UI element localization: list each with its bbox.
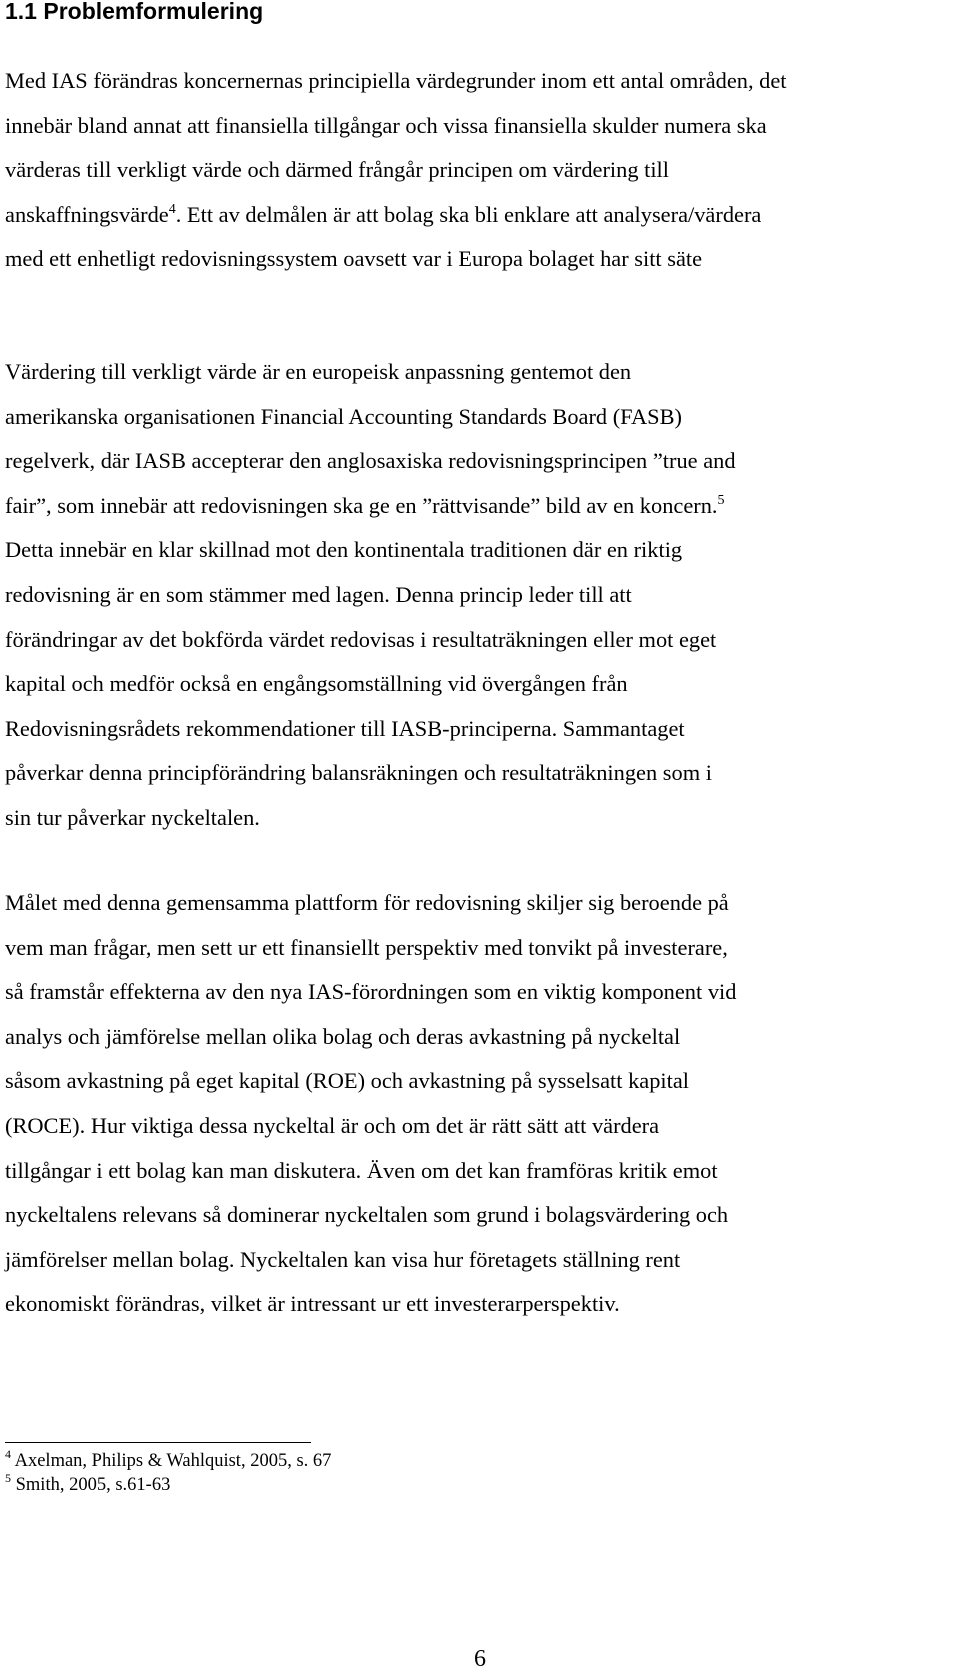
paragraph-fair-value	[5, 350, 960, 841]
paragraph-line: ekonomiskt förändras, vilket är intressant ur ett investerarperspektiv.	[5, 1291, 620, 1317]
paragraph-line: sin tur påverkar nyckeltalen.	[5, 804, 260, 830]
paragraph-line: nyckeltalens relevans så dominerar nyckeltalen som grund i bolagsvärdering och	[5, 1202, 729, 1228]
paragraph-line	[5, 193, 960, 238]
paragraph-key-ratios	[5, 881, 960, 1327]
footnote-reference-4: 4	[168, 201, 176, 217]
paragraph-ias-changes	[5, 59, 960, 282]
footnote-reference-5: 5	[717, 492, 725, 508]
footnote-separator	[5, 1442, 311, 1443]
paragraph-line: såsom avkastning på eget kapital (ROE) och avkastning på sysselsatt kapital	[5, 1068, 689, 1094]
footnotes	[5, 1449, 331, 1497]
paragraph-line: Med IAS förändras koncernernas principiella värdegrunder inom ett antal områden, det	[5, 68, 787, 93]
footnote-item	[5, 1473, 331, 1497]
footnote-item	[5, 1449, 331, 1473]
paragraph-text: fair”, som innebär att redovisningen ska ge en ”rättvisande” bild av en koncern.	[5, 492, 718, 518]
paragraph-line: Värdering till verkligt värde är en europeisk anpassning gentemot den	[5, 359, 632, 384]
paragraph-line: redovisning är en som stämmer med lagen. Denna princip leder till att	[5, 581, 632, 607]
paragraph-line: kapital och medför också en engångsomställning vid övergången från	[5, 671, 628, 697]
paragraph-line: förändringar av det bokförda värdet redovisas i resultaträkningen eller mot eget	[5, 626, 717, 652]
paragraph-text: anskaffningsvärde	[5, 201, 169, 227]
paragraph-line: värderas till verkligt värde och därmed frångår principen om värdering till	[5, 157, 670, 183]
paragraph-line: amerikanska organisationen Financial Accounting Standards Board (FASB)	[5, 403, 682, 429]
paragraph-line: påverkar denna principförändring balansräkningen och resultaträkningen som i	[5, 760, 712, 786]
paragraph-line: innebär bland annat att finansiella tillgångar och vissa finansiella skulder numera ska	[5, 112, 767, 138]
paragraph-line: Redovisningsrådets rekommendationer till IASB-principerna. Sammantaget	[5, 715, 685, 741]
paragraph-line: så framstår effekterna av den nya IAS-förordningen som en viktig komponent vid	[5, 979, 737, 1005]
paragraph-line: regelverk, där IASB accepterar den anglosaxiska redovisningsprincipen ”true and	[5, 448, 736, 474]
paragraph-line: med ett enhetligt redovisningssystem oavsett var i Europa bolaget har sitt säte	[5, 246, 703, 272]
footnote-number: 5	[5, 1471, 11, 1485]
paragraph-line: vem man frågar, men sett ur ett finansiellt perspektiv med tonvikt på investerare,	[5, 934, 728, 960]
footnote-text: Smith, 2005, s.61-63	[11, 1475, 171, 1495]
paragraph-line: analys och jämförelse mellan olika bolag och deras avkastning på nyckeltal	[5, 1023, 681, 1049]
paragraph-line	[5, 484, 960, 529]
page-number: 6	[474, 1646, 486, 1672]
section-heading: 1.1 Problemformulering	[5, 0, 264, 24]
paragraph-text: . Ett av delmålen är att bolag ska bli enklare att analysera/värdera	[175, 201, 762, 227]
paragraph-line: tillgångar i ett bolag kan man diskutera. Även om det kan framföras kritik emot	[5, 1157, 718, 1183]
paragraph-line: Målet med denna gemensamma plattform för redovisning skiljer sig beroende på	[5, 890, 729, 915]
paragraph-line: Detta innebär en klar skillnad mot den kontinentala traditionen där en riktig	[5, 537, 683, 563]
paragraph-line: jämförelser mellan bolag. Nyckeltalen kan visa hur företagets ställning rent	[5, 1246, 681, 1272]
footnote-number: 4	[5, 1447, 11, 1461]
paragraph-line: (ROCE). Hur viktiga dessa nyckeltal är och om det är rätt sätt att värdera	[5, 1112, 660, 1138]
footnote-text: Axelman, Philips & Wahlquist, 2005, s. 67	[11, 1451, 332, 1471]
